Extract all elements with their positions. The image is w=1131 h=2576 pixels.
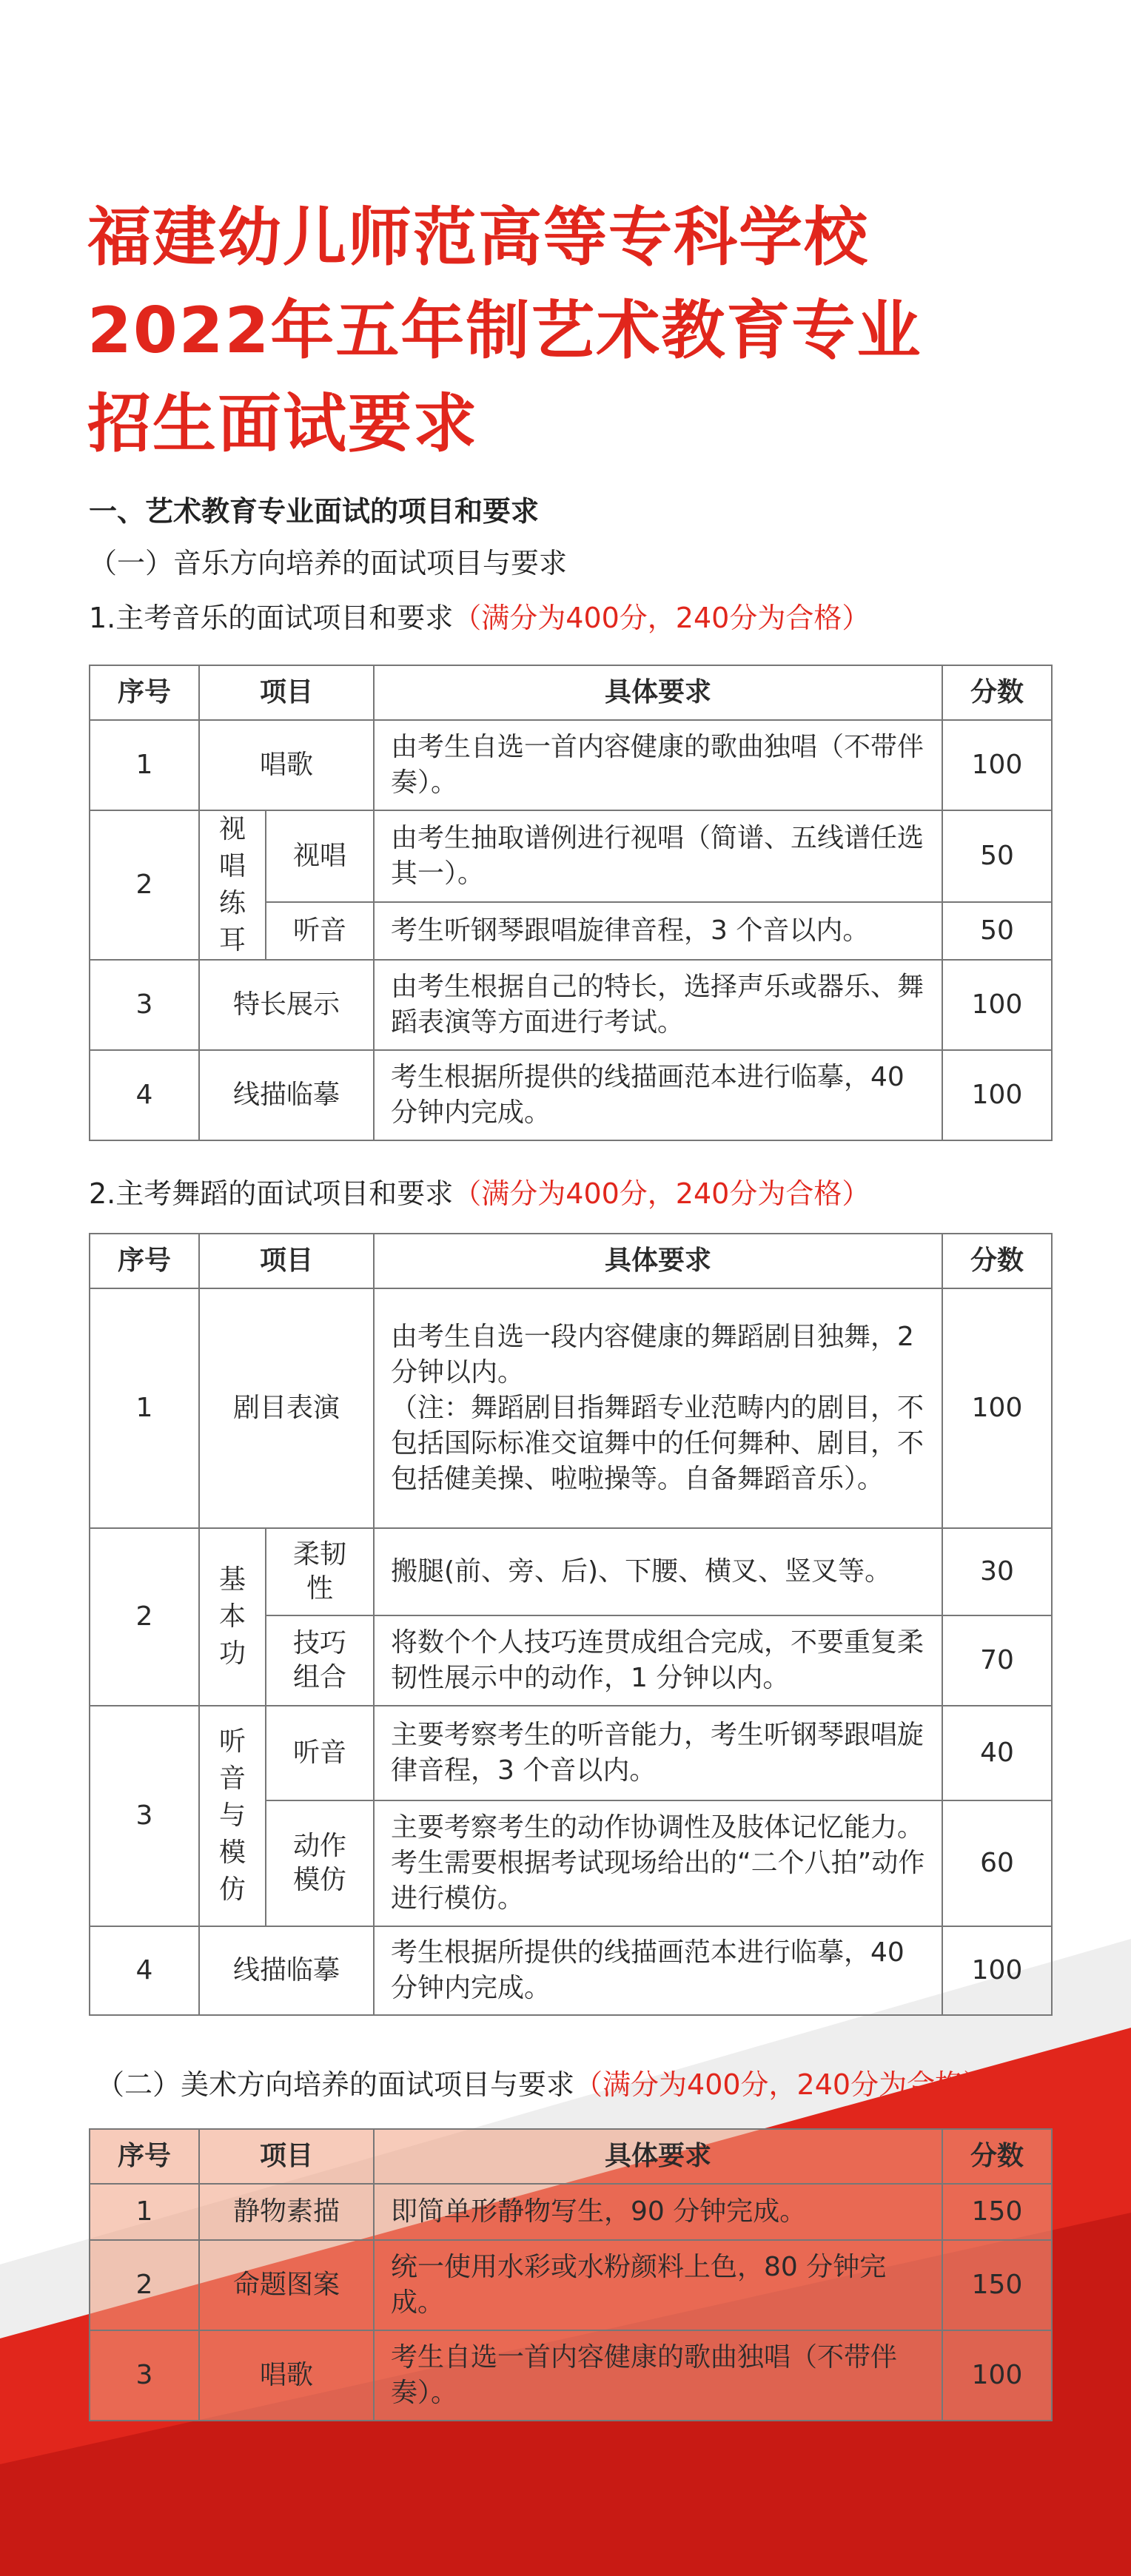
table-row: [90, 1528, 1052, 1615]
table-header-row: [90, 1234, 1052, 1288]
row-no: 1: [90, 1288, 199, 1528]
table-header-row: [90, 2129, 1052, 2184]
row-no: 4: [90, 1050, 199, 1140]
row-req: 搬腿(前、旁、后)、下腰、横叉、竖叉等。: [374, 1528, 942, 1615]
row-no: 3: [90, 2330, 199, 2421]
row-score: 30: [942, 1528, 1052, 1615]
req-text: 由考生自选一段内容健康的舞蹈剧目独舞，2 分钟以内。: [391, 1322, 914, 1388]
row-score: 100: [942, 2330, 1052, 2421]
row-score: 100: [942, 960, 1052, 1050]
table-row: [90, 720, 1052, 810]
row-req: 将数个个人技巧连贯成组合完成，不要重复柔韧性展示中的动作，1 分钟以内。: [374, 1615, 942, 1706]
subsection-heading-music: （一）音乐方向培养的面试项目与要求: [89, 547, 568, 579]
dance-part-heading: [89, 1174, 870, 1214]
row-req: 即简单形静物写生，90 分钟完成。: [374, 2184, 942, 2240]
row-score: 50: [942, 902, 1052, 960]
title-line-1: 福建幼儿师范高等专科学校: [87, 201, 869, 275]
row-score: 100: [942, 1050, 1052, 1140]
table-header-row: [90, 665, 1052, 720]
row-req: 考生自选一首内容健康的歌曲独唱（不带伴奏）。: [374, 2330, 942, 2421]
header-no: 序号: [90, 665, 199, 720]
table-row: [90, 810, 1052, 902]
table-row: [90, 1288, 1052, 1528]
art-subsection-label: （二）美术方向培养的面试项目与要求: [96, 2068, 575, 2101]
row-score: 150: [942, 2184, 1052, 2240]
group-label: 视唱练耳: [218, 814, 246, 955]
sub-item-label: 动作模仿: [292, 1831, 346, 1895]
header-score: 分数: [942, 1234, 1052, 1288]
header-req: 具体要求: [374, 665, 942, 720]
music-part-heading: [89, 598, 870, 638]
row-no: 2: [90, 2240, 199, 2330]
music-part-label: 1.主考音乐的面试项目和要求: [89, 602, 454, 634]
row-req: 主要考察考生的动作协调性及肢体记忆能力。考生需要根据考试现场给出的“二个八拍”动作进行模仿。: [374, 1800, 942, 1926]
table-row: [90, 1926, 1052, 2015]
table-row: [90, 1706, 1052, 1800]
sub-item-label: 技巧组合: [292, 1628, 346, 1692]
row-item: 唱歌: [199, 720, 374, 810]
header-no: 序号: [90, 2129, 199, 2184]
row-no: 4: [90, 1926, 199, 2015]
row-sub-item: 视唱: [266, 810, 374, 902]
row-req: 由考生根据自己的特长，选择声乐或器乐、舞蹈表演等方面进行考试。: [374, 960, 942, 1050]
row-sub-item: [266, 1528, 374, 1615]
group-label: 基本功: [218, 1564, 246, 1669]
row-no: 2: [90, 1528, 199, 1706]
row-item: 线描临摹: [199, 1926, 374, 2015]
row-req: 主要考察考生的听音能力，考生听钢琴跟唱旋律音程，3 个音以内。: [374, 1706, 942, 1800]
row-req: 考生根据所提供的线描画范本进行临摹，40 分钟内完成。: [374, 1926, 942, 2015]
header-req: 具体要求: [374, 1234, 942, 1288]
section-heading: 一、艺术教育专业面试的项目和要求: [89, 495, 540, 528]
header-no: 序号: [90, 1234, 199, 1288]
art-requirements-table: [89, 2128, 1053, 2421]
table-row: [90, 960, 1052, 1050]
row-item: 特长展示: [199, 960, 374, 1050]
row-no: 2: [90, 810, 199, 960]
header-item: 项目: [199, 2129, 374, 2184]
header-score: 分数: [942, 665, 1052, 720]
row-score: 40: [942, 1706, 1052, 1800]
group-label: 听音与模仿: [218, 1726, 246, 1905]
row-item: 剧目表演: [199, 1288, 374, 1528]
row-item: 命题图案: [199, 2240, 374, 2330]
row-item: 唱歌: [199, 2330, 374, 2421]
req-note: （注：舞蹈剧目指舞蹈专业范畴内的剧目，不包括国际标准交谊舞中的任何舞种、剧目，不包括健美操、啦啦操等。自备舞蹈音乐）。: [391, 1393, 924, 1494]
row-score: 70: [942, 1615, 1052, 1706]
row-req: 考生听钢琴跟唱旋律音程，3 个音以内。: [374, 902, 942, 960]
header-score: 分数: [942, 2129, 1052, 2184]
row-group: [199, 810, 266, 960]
table-row: [90, 2330, 1052, 2421]
row-score: 150: [942, 2240, 1052, 2330]
row-item: 线描临摹: [199, 1050, 374, 1140]
row-group: [199, 1528, 266, 1706]
row-no: 3: [90, 1706, 199, 1926]
table-row: [90, 2240, 1052, 2330]
dance-score-note: （满分为400分，240分为合格）: [453, 1177, 870, 1210]
table-row: [90, 1050, 1052, 1140]
page-title: [87, 191, 922, 471]
title-line-2: 2022年五年制艺术教育专业: [87, 294, 922, 368]
row-req: [374, 1288, 942, 1528]
row-sub-item: 听音: [266, 902, 374, 960]
music-requirements-table: [89, 665, 1053, 1141]
row-item: 静物素描: [199, 2184, 374, 2240]
row-req: 由考生抽取谱例进行视唱（简谱、五线谱任选其一）。: [374, 810, 942, 902]
art-score-note: （满分为400分，240分为合格）: [574, 2068, 992, 2101]
row-sub-item: [266, 1800, 374, 1926]
header-item: 项目: [199, 665, 374, 720]
row-score: 100: [942, 1926, 1052, 2015]
title-line-3: 招生面试要求: [87, 387, 478, 461]
row-req: 由考生自选一首内容健康的歌曲独唱（不带伴奏）。: [374, 720, 942, 810]
row-group: [199, 1706, 266, 1926]
row-sub-item: 听音: [266, 1706, 374, 1800]
header-req: 具体要求: [374, 2129, 942, 2184]
row-sub-item: [266, 1615, 374, 1706]
header-item: 项目: [199, 1234, 374, 1288]
row-req: 统一使用水彩或水粉颜料上色，80 分钟完成。: [374, 2240, 942, 2330]
music-score-note: （满分为400分，240分为合格）: [453, 602, 870, 634]
dance-requirements-table: [89, 1233, 1053, 2016]
table-row: [90, 2184, 1052, 2240]
row-score: 60: [942, 1800, 1052, 1926]
dance-part-label: 2.主考舞蹈的面试项目和要求: [89, 1177, 454, 1210]
row-score: 100: [942, 720, 1052, 810]
row-score: 50: [942, 810, 1052, 902]
sub-item-label: 柔韧性: [292, 1539, 346, 1604]
row-no: 1: [90, 720, 199, 810]
art-subsection-heading: [96, 2065, 991, 2105]
row-req: 考生根据所提供的线描画范本进行临摹，40 分钟内完成。: [374, 1050, 942, 1140]
row-no: 3: [90, 960, 199, 1050]
row-no: 1: [90, 2184, 199, 2240]
row-score: 100: [942, 1288, 1052, 1528]
